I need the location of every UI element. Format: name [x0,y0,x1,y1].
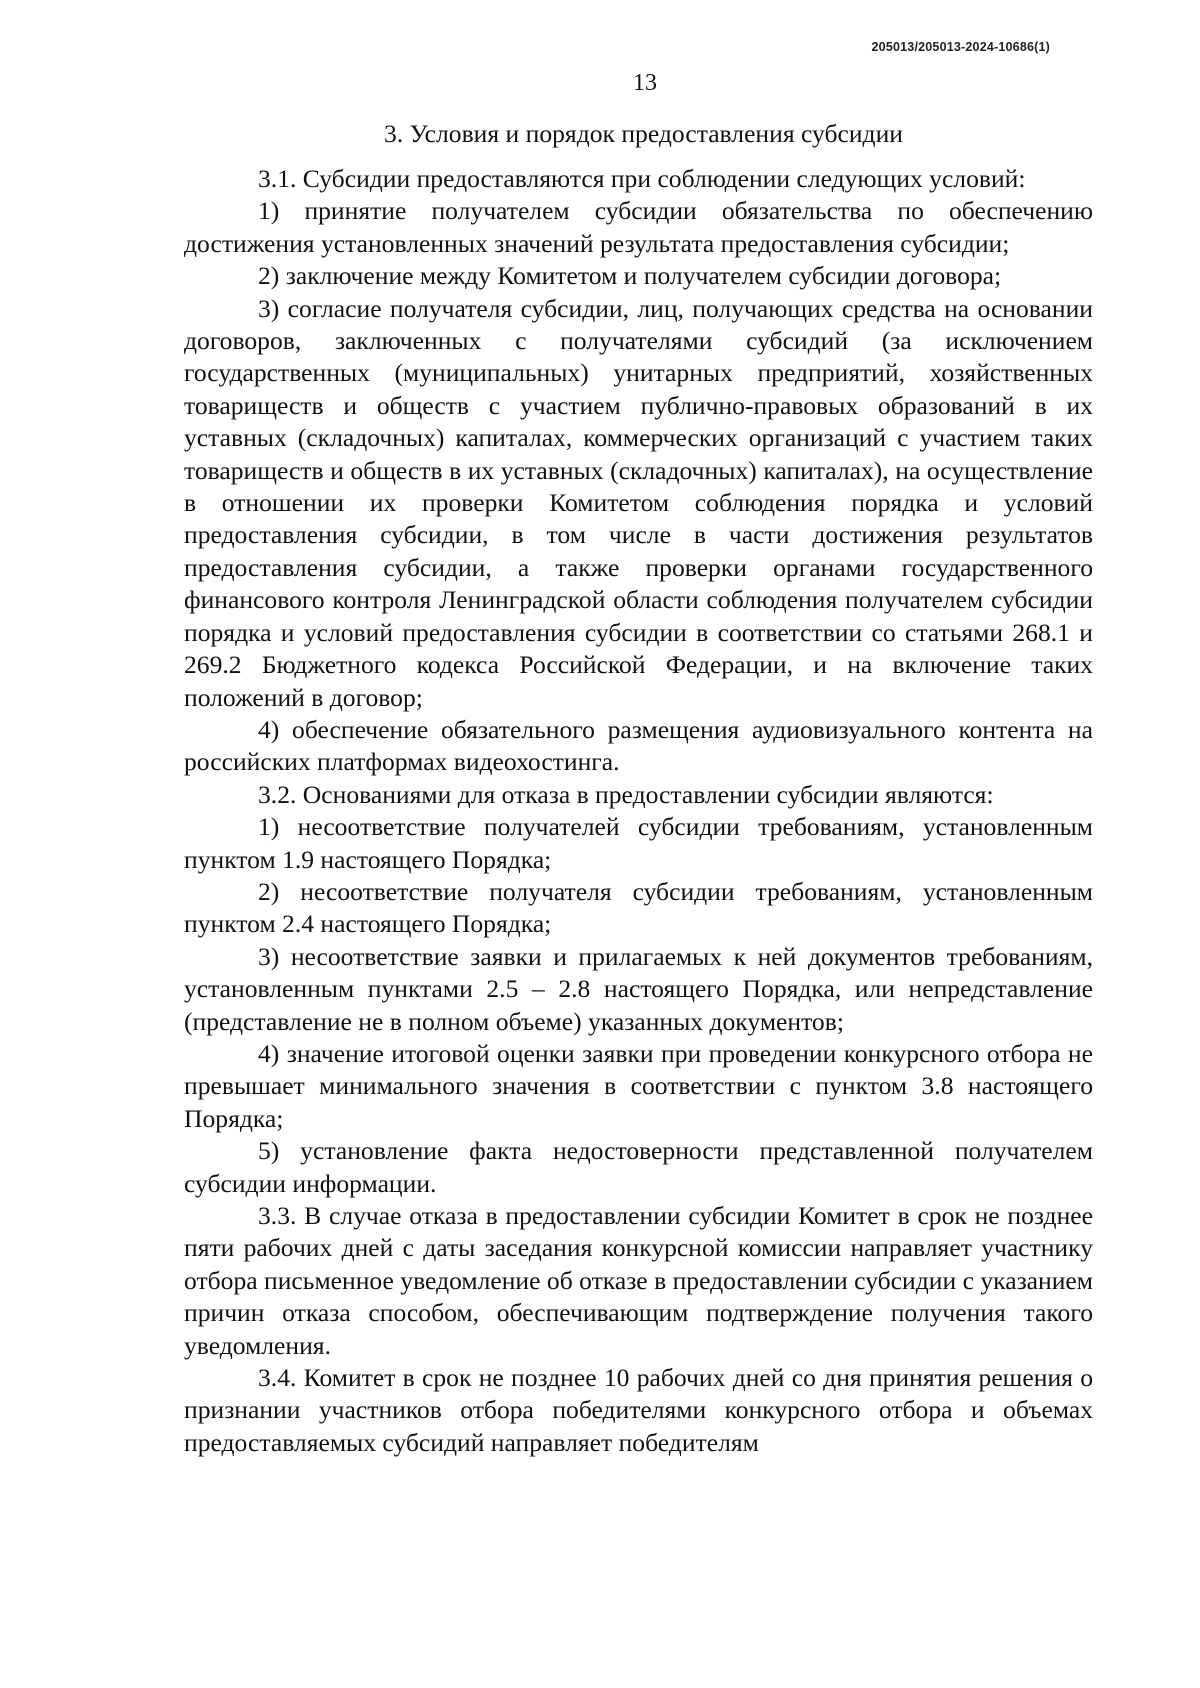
paragraph-3-2-item-4: 4) значение итоговой оценки заявки при проведении конкурсного отбора не превышает минимального значения в соответствии с пунктом 3.8 настоящего Порядка; [184,1038,1093,1133]
paragraph-3-2-item-5: 5) установление факта недостоверности представленной получателем субсидии информации. [184,1136,1093,1198]
paragraph-3-2-item-3: 3) несоответствие заявки и прилагаемых к ней документов требованиям, установленным пунктами 2.5 – 2.8 настоящего Порядка, или непредставление (представление не в полном объеме) указанных документов; [184,941,1093,1036]
section-title: 3. Условия и порядок предоставления субсидии [384,119,903,148]
paragraph-3-1: 3.1. Субсидии предоставляются при соблюдении следующих условий: [258,164,1026,193]
paragraph-3-1-item-2: 2) заключение между Комитетом и получателем субсидии договора; [258,261,1002,291]
document-body [184,118,1093,1459]
paragraph-3-1-item-4: 4) обеспечение обязательного размещения аудиовизуального контента на российских платформах видеохостинга. [184,714,1093,777]
paragraph-3-2-item-2: 2) несоответствие получателя субсидии требованиям, установленным пунктом 2.4 настоящего Порядка; [184,876,1093,939]
paragraph-3-1-item-3: 3) согласие получателя субсидии, лиц, получающих средства на основании договоров, заключенных с получателями субсидий (за исключением государственных (муниципальных) унитарных предприятий, хозяйственных товариществ и обществ с участием публично-правовых образований в их уставных (складочных) капиталах, коммерческих организаций с участием таких товариществ и обществ в их уставных (складочных) капиталах), на осуществление в отношении их проверки Комитетом соблюдения порядка и условий предоставления субсидии, в том числе в части достижения результатов предоставления субсидии, а также проверки органами государственного финансового контроля Ленинградской области соблюдения получателем субсидии порядка и условий предоставления субсидии в соответствии со статьями 268.1 и 269.2 Бюджетного кодекса Российской Федерации, и на включение таких положений в договор; [184,293,1093,712]
page-number: 13 [633,70,657,96]
paragraph-3-2: 3.2. Основаниями для отказа в предоставлении субсидии являются: [258,779,994,809]
paragraph-3-1-item-1: 1) принятие получателем субсидии обязательства по обеспечению достижения установленных значений результата предоставления субсидии; [184,196,1093,258]
paragraph-3-2-item-1: 1) несоответствие получателей субсидии требованиям, установленным пунктом 1.9 настоящего Порядка; [184,812,1093,874]
document-id: 205013/205013-2024-10686(1) [871,40,1050,54]
paragraph-3-4: 3.4. Комитет в срок не позднее 10 рабочих дней со дня принятия решения о признании участников отбора победителями конкурсного отбора и объемах предоставляемых субсидий направляет победителям [184,1363,1093,1457]
paragraph-3-3: 3.3. В случае отказа в предоставлении субсидии Комитет в срок не позднее пяти рабочих дней с даты заседания конкурсной комиссии направляет участнику отбора письменное уведомление об отказе в предоставлении субсидии с указанием причин отказа способом, обеспечивающим подтверждение получения такого уведомления. [184,1201,1093,1360]
